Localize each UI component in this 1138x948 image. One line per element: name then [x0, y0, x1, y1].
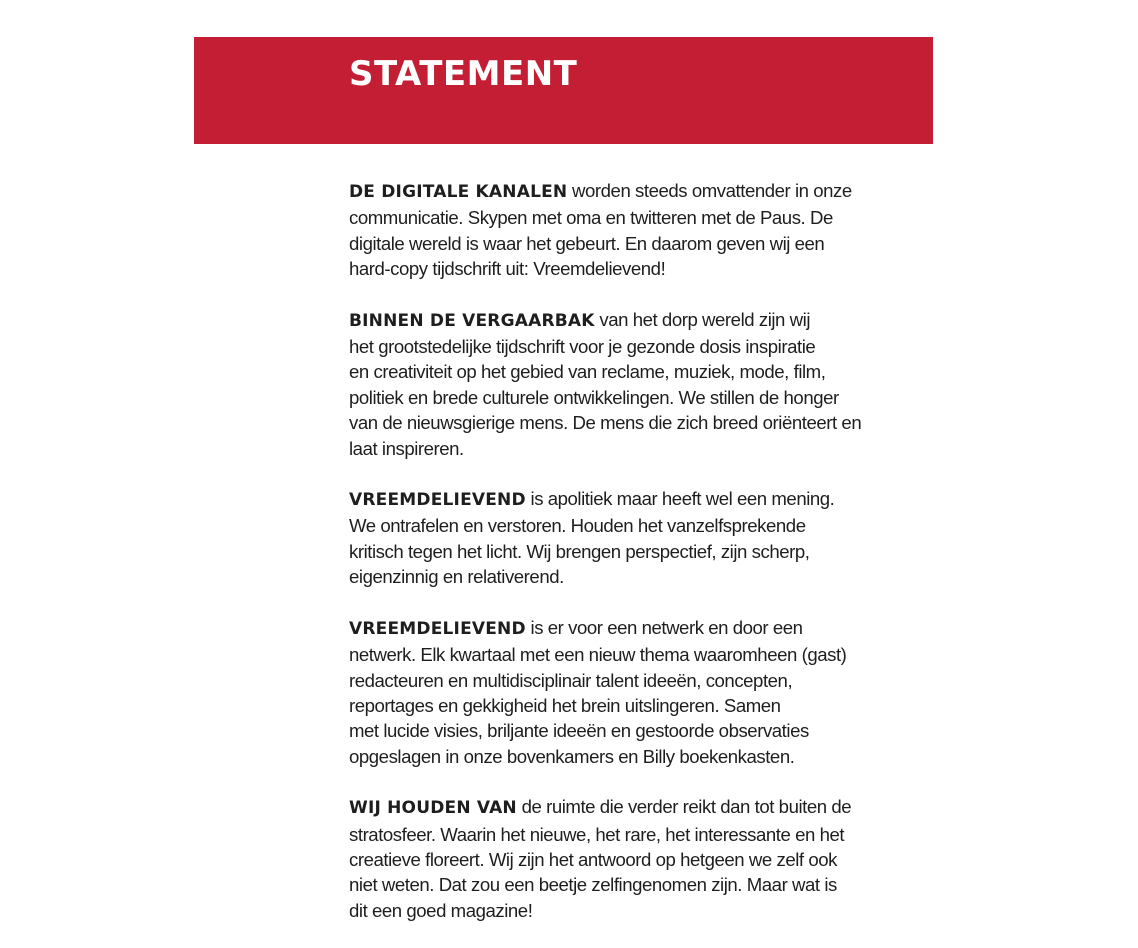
paragraph-line: de ruimte die verder reikt dan tot buiten de [516, 796, 852, 818]
paragraph-line: eigenzinnig en relativerend. [349, 566, 564, 588]
paragraph-line: en creativiteit op het gebied van reclame, muziek, mode, film, [349, 361, 826, 383]
paragraph-line: creatieve floreert. Wij zijn het antwoord op hetgeen we zelf ook [349, 848, 837, 870]
paragraph-line: laat inspireren. [349, 437, 464, 459]
paragraph-lead: VREEMDELIEVEND [349, 490, 526, 511]
paragraph-line: van de nieuwsgierige mens. De mens die zich breed oriënteert en [349, 412, 862, 434]
statement-body [349, 178, 921, 948]
paragraph-lead: VREEMDELIEVEND [349, 618, 526, 639]
paragraph-line: politiek en brede culturele ontwikkelingen. We stillen de honger [349, 386, 839, 408]
paragraph-digitale-kanalen [349, 178, 921, 282]
paragraph-apolitiek [349, 486, 921, 590]
paragraph-line: netwerk. Elk kwartaal met een nieuw thema waaromheen (gast) [349, 644, 847, 666]
paragraph-line: dit een goed magazine! [349, 899, 533, 921]
paragraph-line: We ontrafelen en verstoren. Houden het vanzelfsprekende [349, 515, 806, 537]
paragraph-line: reportages en gekkigheid het brein uitslingeren. Samen [349, 694, 781, 716]
paragraph-vergaarbak [349, 307, 921, 461]
paragraph-line: is er voor een netwerk en door een [525, 616, 803, 638]
paragraph-wij-houden-van [349, 794, 921, 923]
paragraph-line: niet weten. Dat zou een beetje zelfingenomen zijn. Maar wat is [349, 874, 837, 896]
paragraph-lead: WIJ HOUDEN VAN [349, 798, 517, 819]
paragraph-line: het grootstedelijke tijdschrift voor je gezonde dosis inspiratie [349, 336, 816, 358]
paragraph-lead: DE DIGITALE KANALEN [349, 182, 568, 202]
paragraph-line: kritisch tegen het licht. Wij brengen perspectief, zijn scherp, [349, 540, 810, 562]
paragraph-line: digitale wereld is waar het gebeurt. En daarom geven wij een [349, 232, 825, 254]
paragraph-line: worden steeds omvattender in onze [567, 180, 852, 201]
paragraph-lead: BINNEN DE VERGAARBAK [349, 310, 595, 331]
paragraph-netwerk [349, 615, 921, 769]
paragraph-line: stratosfeer. Waarin het nieuwe, het rare, het interessante en het [349, 823, 845, 845]
paragraph-line: redacteuren en multidisciplinair talent ideeën, concepten, [349, 669, 793, 691]
paragraph-line: opgeslagen in onze bovenkamers en Billy boekenkasten. [349, 745, 795, 767]
paragraph-line: hard-copy tijdschrift uit: Vreemdelievend! [349, 258, 666, 280]
paragraph-line: communicatie. Skypen met oma en twitteren met de Paus. De [349, 207, 833, 229]
paragraph-line: van het dorp wereld zijn wij [594, 308, 811, 330]
header-banner [194, 37, 933, 144]
paragraph-line: is apolitiek maar heeft wel een mening. [525, 488, 835, 510]
paragraph-line: met lucide visies, briljante ideeën en gestoorde observaties [349, 720, 809, 742]
page-title: STATEMENT [349, 54, 578, 94]
